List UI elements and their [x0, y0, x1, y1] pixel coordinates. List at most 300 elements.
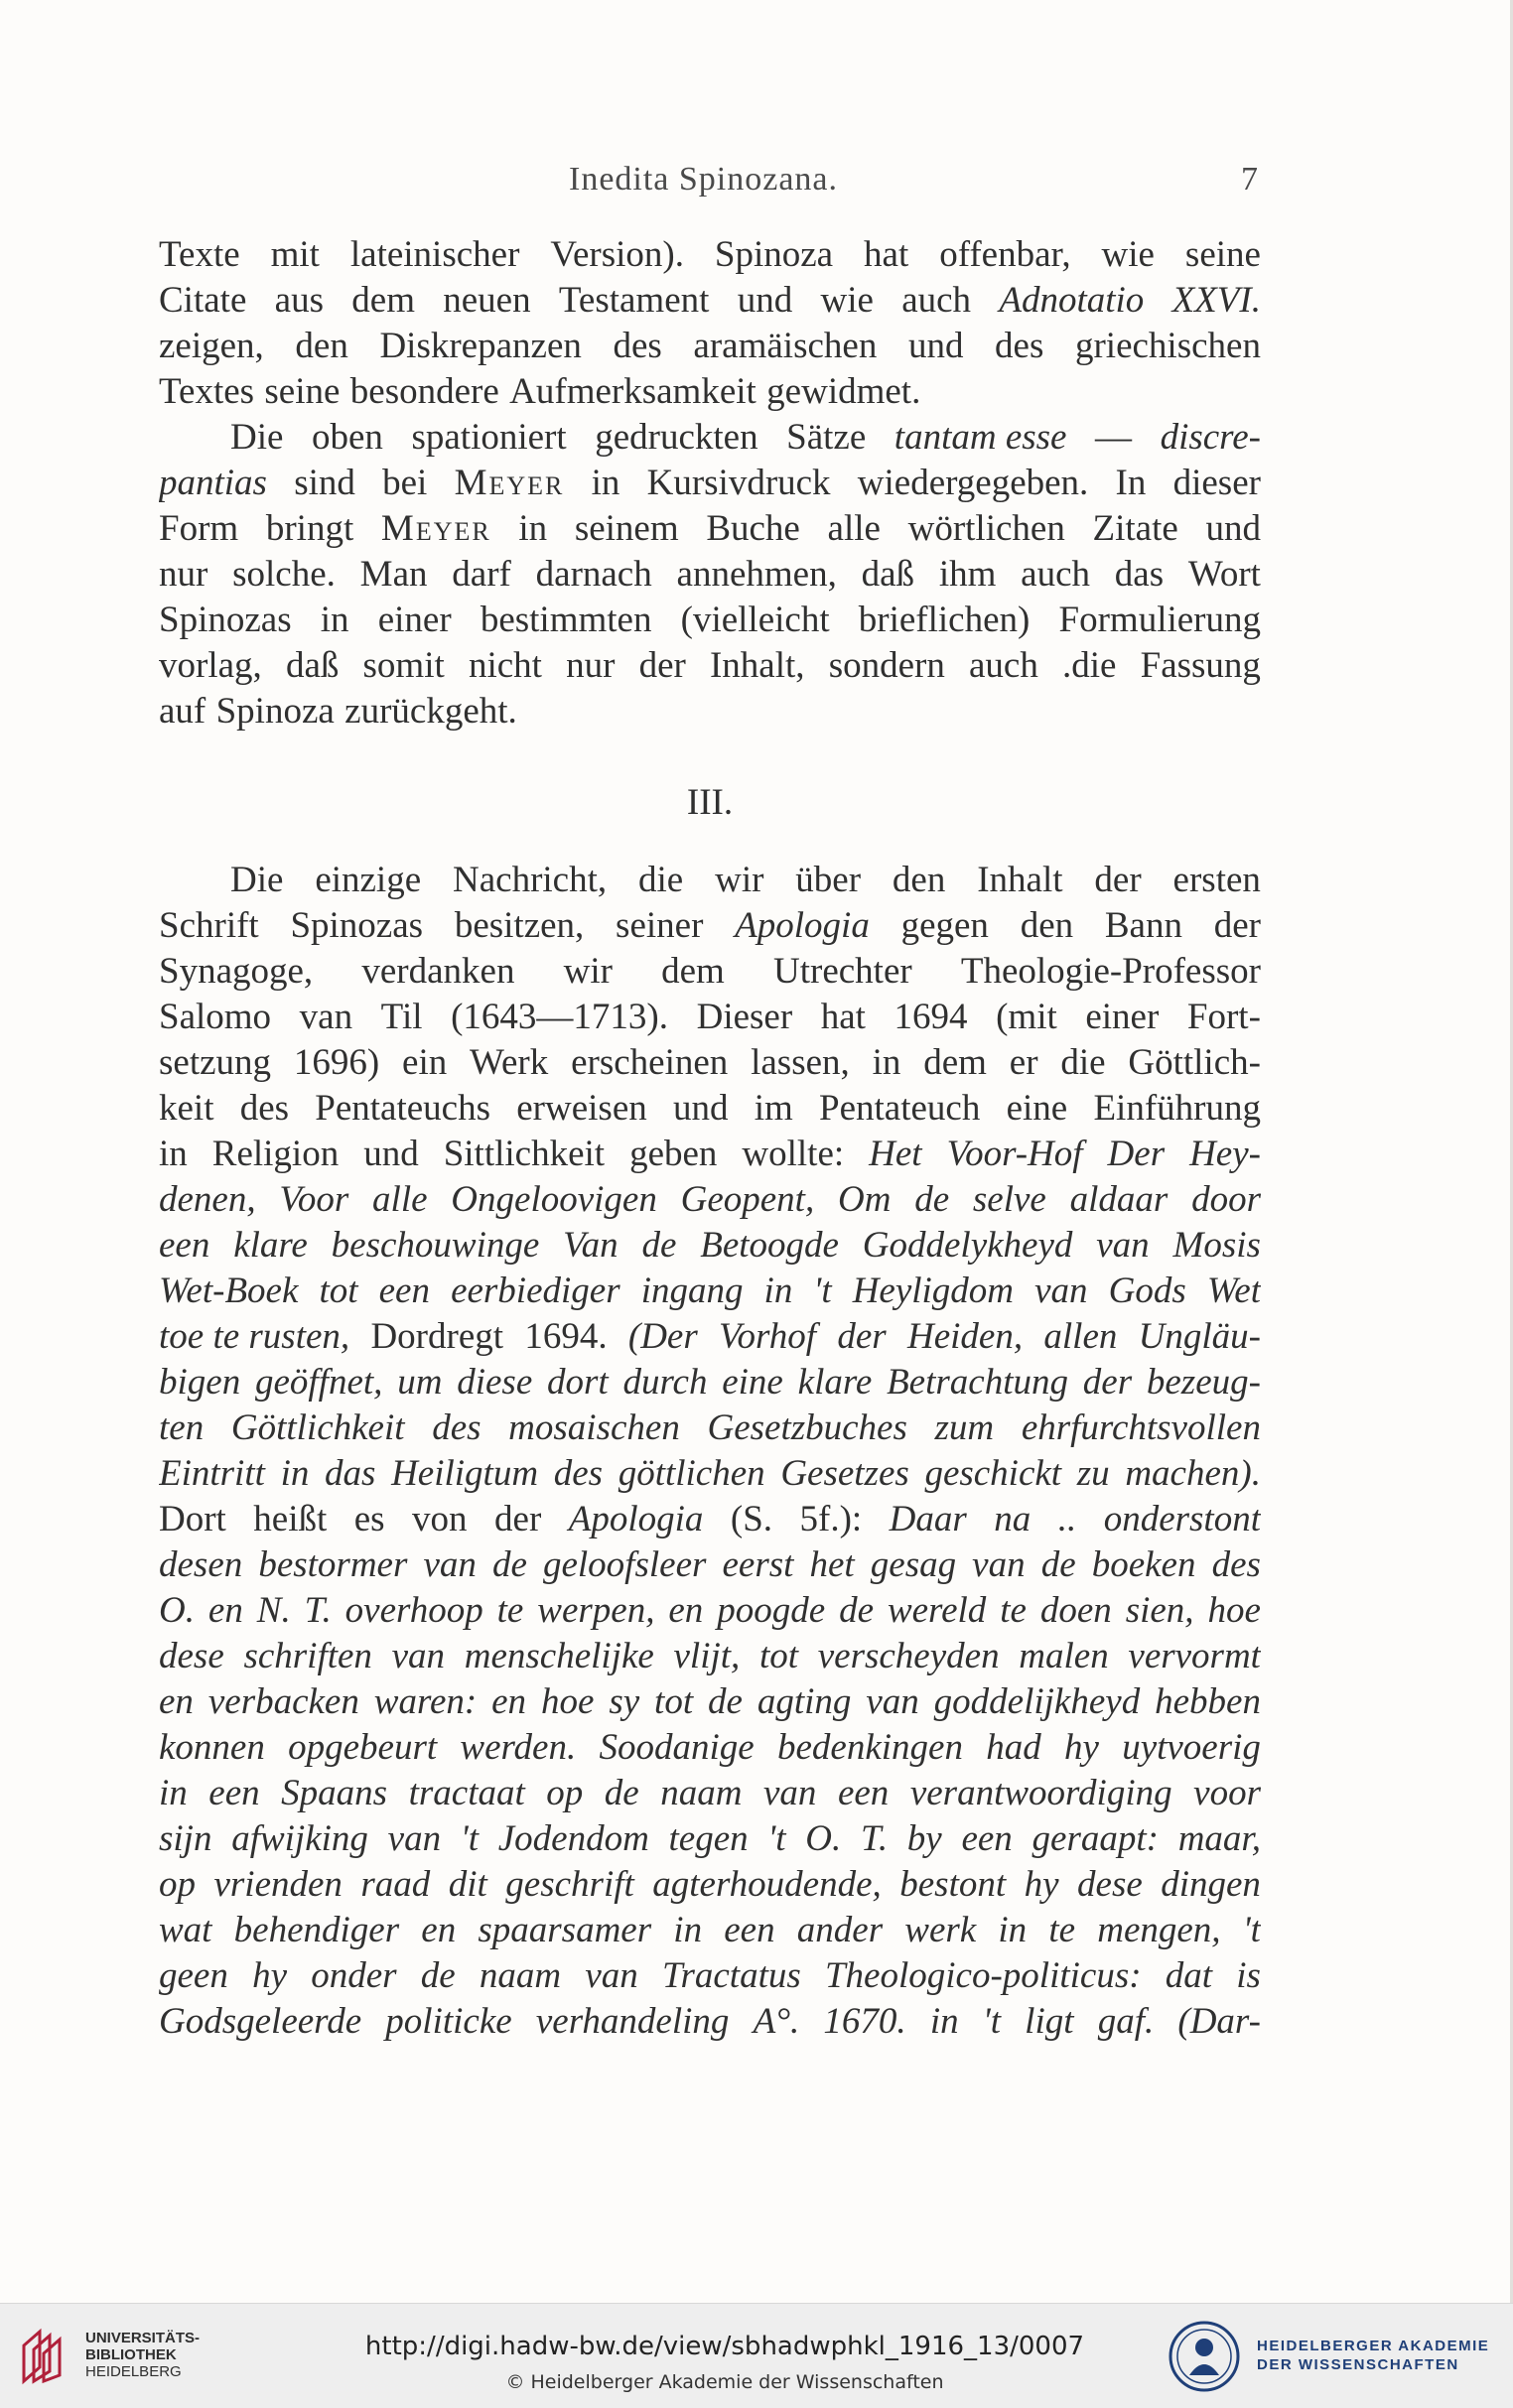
- word: der: [837, 1316, 887, 1357]
- library-name-line: BIBLIOTHEK: [85, 2346, 177, 2363]
- word: die: [638, 860, 684, 900]
- academy-name-line: HEIDELBERGER AKADEMIE: [1257, 2338, 1490, 2354]
- word: T.: [860, 1818, 889, 1859]
- word: te: [496, 1590, 524, 1631]
- word: bringt: [265, 508, 354, 549]
- word: A°.: [753, 2001, 800, 2042]
- word: XXVI.: [1171, 280, 1261, 321]
- text-line: [159, 1086, 1261, 1132]
- word: bigen: [159, 1362, 241, 1403]
- word: lateinischer: [349, 234, 520, 275]
- word: gegen: [900, 905, 989, 946]
- word: (Dar-: [1177, 2001, 1261, 2042]
- word: bestont: [899, 1864, 1007, 1905]
- word: eine: [1006, 1088, 1068, 1129]
- word: tot: [654, 1681, 694, 1722]
- word: Heiligtum: [391, 1453, 539, 1494]
- word: Daar: [889, 1499, 967, 1539]
- word: Inhalt: [977, 860, 1063, 900]
- word: Vorhof: [719, 1316, 817, 1357]
- word: Fassung: [1140, 645, 1261, 686]
- word: in: [591, 463, 620, 503]
- text-line: [159, 1405, 1261, 1451]
- word: desen: [159, 1544, 243, 1585]
- word: gewidmet.: [766, 371, 921, 412]
- word: dieser: [1172, 463, 1261, 503]
- academy-seal-icon: [1168, 2320, 1241, 2393]
- word: malen: [1019, 1636, 1109, 1676]
- word: ander: [796, 1910, 884, 1950]
- word: und: [737, 280, 793, 321]
- text-line: [159, 1360, 1261, 1405]
- word: onderstont: [1103, 1499, 1261, 1539]
- word: van: [866, 1681, 919, 1722]
- word: klare: [233, 1225, 308, 1266]
- word: griechischen: [1074, 326, 1261, 366]
- word: Goddelykheyd: [862, 1225, 1073, 1266]
- word: hy: [1024, 1864, 1059, 1905]
- text-line: [159, 1999, 1261, 2045]
- word: geraapt:: [1032, 1818, 1159, 1859]
- word: naam: [660, 1773, 743, 1813]
- word: Zitate: [1092, 508, 1178, 549]
- word: een: [208, 1773, 260, 1813]
- word: neuen: [443, 280, 531, 321]
- word: sy: [609, 1681, 640, 1722]
- text-line: [159, 903, 1261, 949]
- word: aus: [274, 280, 324, 321]
- word: und: [907, 326, 964, 366]
- word: wie: [820, 280, 874, 321]
- word: verantwoordiging: [909, 1773, 1172, 1813]
- word: Fort-: [1186, 997, 1261, 1037]
- word: doen: [1039, 1590, 1112, 1631]
- word: hat: [864, 234, 909, 275]
- word: Synagoge,: [159, 951, 314, 992]
- word: afwijking: [231, 1818, 368, 1859]
- text-line: [159, 1177, 1261, 1223]
- word: selve: [972, 1179, 1046, 1220]
- word: der: [638, 645, 686, 686]
- word: gesag: [870, 1544, 957, 1585]
- word: daß: [285, 645, 340, 686]
- word: 1670.: [823, 2001, 906, 2042]
- word: diese: [457, 1362, 533, 1403]
- word: in: [159, 1773, 188, 1813]
- word: Kursivdruck: [646, 463, 831, 503]
- word: tot: [319, 1271, 358, 1311]
- word: 1696): [293, 1042, 380, 1083]
- word: wie: [1101, 234, 1155, 275]
- word: tantam esse: [894, 417, 1067, 458]
- text-line: [159, 689, 1261, 735]
- word: Bann: [1104, 905, 1182, 946]
- word: geschrift: [505, 1864, 634, 1905]
- running-title: Inedita Spinozana.: [569, 161, 839, 198]
- word: oben: [311, 417, 383, 458]
- word: göttlichen: [618, 1453, 765, 1494]
- word: een: [724, 1910, 775, 1950]
- word: und: [363, 1134, 419, 1174]
- word: spationiert: [411, 417, 567, 458]
- word: had: [986, 1727, 1041, 1768]
- word: besitzen,: [454, 905, 585, 946]
- word: verbacken: [207, 1681, 359, 1722]
- word: van: [423, 1544, 477, 1585]
- library-name-line: UNIVERSITÄTS-: [85, 2330, 201, 2346]
- word: een: [159, 1225, 210, 1266]
- word: politicke: [385, 2001, 512, 2042]
- word: in: [159, 1134, 188, 1174]
- word: zum: [934, 1407, 995, 1448]
- word: hy: [252, 1955, 287, 1996]
- word: en: [491, 1681, 527, 1722]
- word: Wet: [1206, 1271, 1261, 1311]
- word: nur: [566, 645, 616, 686]
- word: geben: [629, 1134, 718, 1174]
- word: bezeug-: [1146, 1362, 1261, 1403]
- word: keit: [159, 1088, 214, 1129]
- word: zurückgeht.: [344, 691, 517, 732]
- word: Hey-: [1189, 1134, 1261, 1174]
- word: bei: [382, 463, 428, 503]
- text-line: [159, 1862, 1261, 1908]
- word: Dordregt: [370, 1316, 504, 1357]
- word: .die: [1062, 645, 1117, 686]
- word: dort: [547, 1362, 609, 1403]
- word: behendiger: [233, 1910, 400, 1950]
- word: gedruckten: [595, 417, 758, 458]
- text-line: [159, 1542, 1261, 1588]
- text-line: [159, 995, 1261, 1040]
- word: een: [837, 1773, 890, 1813]
- word: werpen,: [537, 1590, 655, 1631]
- word: te: [1000, 1590, 1027, 1631]
- word: Religion: [211, 1134, 340, 1174]
- text-line: [159, 949, 1261, 995]
- word: werden.: [460, 1727, 577, 1768]
- word: sien,: [1125, 1590, 1194, 1631]
- word: Sätze: [786, 417, 867, 458]
- word: te: [1048, 1910, 1076, 1950]
- section-number: III.: [686, 782, 734, 823]
- word: mit: [270, 234, 320, 275]
- word: wat: [159, 1910, 212, 1950]
- text-line: [159, 324, 1261, 369]
- word: menschelijke: [464, 1636, 654, 1676]
- word: agterhoudende,: [652, 1864, 882, 1905]
- text-line: [159, 232, 1261, 278]
- word: maar,: [1177, 1818, 1261, 1859]
- text-line: [159, 415, 1261, 461]
- word: tegen: [668, 1818, 749, 1859]
- word: Soodanige: [599, 1727, 755, 1768]
- word: Theologie-Professor: [960, 951, 1261, 992]
- word: geschickt: [924, 1453, 1062, 1494]
- word: sijn: [159, 1818, 212, 1859]
- text-line: [159, 1132, 1261, 1177]
- word: de: [641, 1225, 677, 1266]
- word: wörtlichen: [907, 508, 1065, 549]
- word: Gods: [1108, 1271, 1186, 1311]
- word: de: [708, 1681, 743, 1722]
- word: werk: [904, 1910, 977, 1950]
- word: Inhalt,: [709, 645, 805, 686]
- word: 't: [982, 2001, 1001, 2042]
- word: Voor: [279, 1179, 349, 1220]
- word: Geopent,: [680, 1179, 815, 1220]
- word: poogde: [717, 1590, 826, 1631]
- word: Diskrepanzen: [379, 326, 582, 366]
- word: um: [397, 1362, 443, 1403]
- word: T.: [304, 1590, 332, 1631]
- word: Buche: [706, 508, 800, 549]
- word: van: [763, 1773, 817, 1813]
- word: Voor-Hof: [946, 1134, 1083, 1174]
- word: der: [1094, 860, 1142, 900]
- word: Göttlichkeit: [230, 1407, 405, 1448]
- word: besondere: [349, 371, 499, 412]
- word: O.: [805, 1818, 842, 1859]
- word: de: [491, 1544, 527, 1585]
- word: denen,: [159, 1179, 256, 1220]
- word: der: [1082, 1362, 1133, 1403]
- word: In: [1115, 463, 1147, 503]
- page-number: 7: [1241, 161, 1258, 198]
- word: (1643—1713).: [451, 997, 669, 1037]
- word: is: [1236, 1955, 1261, 1996]
- word: Apologia: [568, 1499, 704, 1539]
- word: lassen,: [751, 1042, 850, 1083]
- word: zu: [1076, 1453, 1110, 1494]
- text-line: [159, 1040, 1261, 1086]
- word: Gesetzes: [780, 1453, 909, 1494]
- word: eerbiediger: [451, 1271, 620, 1311]
- author-name: Meyer: [454, 463, 565, 503]
- word: von: [412, 1499, 468, 1539]
- word: Nachricht,: [453, 860, 608, 900]
- word: 't: [1242, 1910, 1261, 1950]
- word: Spinoza: [215, 691, 335, 732]
- word: na: [994, 1499, 1032, 1539]
- word: 't: [767, 1818, 786, 1859]
- word: heißt: [253, 1499, 328, 1539]
- text-line: [159, 858, 1261, 903]
- word: Om: [837, 1179, 892, 1220]
- word: Godsgeleerde: [159, 2001, 362, 2042]
- word: darnach: [535, 554, 652, 595]
- word: dem: [351, 280, 415, 321]
- word: —: [1095, 417, 1133, 458]
- word: Göttlich-: [1128, 1042, 1261, 1083]
- word: seine: [1184, 234, 1261, 275]
- text-line: [159, 1725, 1261, 1771]
- word: Tractatus: [661, 1955, 801, 1996]
- word: Til: [380, 997, 423, 1037]
- word: en: [207, 1590, 243, 1631]
- word: Einführung: [1093, 1088, 1261, 1129]
- word: nur: [159, 554, 208, 595]
- word: van: [1034, 1271, 1088, 1311]
- word: bedenkingen: [776, 1727, 963, 1768]
- word: Betrachtung: [887, 1362, 1068, 1403]
- word: und: [1205, 508, 1261, 549]
- permalink-url[interactable]: http://digi.hadw-bw.de/view/sbhadwphkl_1916_13/0007: [364, 2332, 1085, 2361]
- word: in: [872, 1042, 901, 1083]
- word: sondern: [828, 645, 945, 686]
- word: hoe: [540, 1681, 595, 1722]
- word: nicht: [468, 645, 542, 686]
- text-line: [159, 1269, 1261, 1314]
- text-line: [159, 1953, 1261, 1999]
- word: solche.: [232, 554, 336, 595]
- word: pantias: [159, 463, 267, 503]
- word: daß: [861, 554, 915, 595]
- library-name-line: HEIDELBERG: [85, 2363, 182, 2380]
- academy-name: [1257, 2337, 1489, 2374]
- word: er: [1009, 1042, 1038, 1083]
- word: opgebeurt: [288, 1727, 438, 1768]
- word: des: [613, 326, 662, 366]
- word: das: [1114, 554, 1165, 595]
- word: Schrift: [159, 905, 259, 946]
- word: Dort: [159, 1499, 226, 1539]
- word: schriften: [243, 1636, 372, 1676]
- word: aldaar: [1069, 1179, 1169, 1220]
- word: Pentateuchs: [315, 1088, 491, 1129]
- word: Salomo: [159, 997, 272, 1037]
- word: by: [906, 1818, 942, 1859]
- word: Mosis: [1172, 1225, 1261, 1266]
- section-heading: [159, 780, 1261, 826]
- word: de: [839, 1590, 875, 1631]
- word: verhandeling: [535, 2001, 730, 2042]
- word: Testament: [558, 280, 710, 321]
- university-library-name: [85, 2330, 200, 2380]
- word: Wort: [1187, 554, 1261, 595]
- text-line: [159, 552, 1261, 598]
- word: seinem: [574, 508, 679, 549]
- word: dit: [448, 1864, 487, 1905]
- word: vorlag,: [159, 645, 262, 686]
- word: gaf.: [1097, 2001, 1155, 2042]
- word: hebben: [1155, 1681, 1261, 1722]
- text-line: [159, 1223, 1261, 1269]
- word: aramäischen: [693, 326, 878, 366]
- word: de: [1040, 1544, 1076, 1585]
- word: Textes: [159, 371, 255, 412]
- word: Heyligdom: [852, 1271, 1015, 1311]
- word: Betoogde: [700, 1225, 839, 1266]
- word: in: [280, 1453, 310, 1494]
- word: onder: [311, 1955, 397, 1996]
- word: geöffnet,: [254, 1362, 383, 1403]
- word: in: [320, 600, 349, 640]
- word: van: [585, 1955, 638, 1996]
- word: vlijt,: [673, 1636, 741, 1676]
- section-spacer: [159, 826, 1261, 858]
- word: en: [159, 1681, 194, 1722]
- word: den: [892, 860, 946, 900]
- word: Form: [159, 508, 239, 549]
- word: mosaischen: [508, 1407, 680, 1448]
- word: Texte: [159, 234, 240, 275]
- word: van: [299, 997, 353, 1037]
- copyright-notice: © Heidelberger Akademie der Wissenschaften: [505, 2371, 944, 2393]
- word: ihm: [938, 554, 997, 595]
- word: annehmen,: [676, 554, 837, 595]
- word: goddelijkheyd: [933, 1681, 1141, 1722]
- text-line: [159, 1816, 1261, 1862]
- word: einer: [1085, 997, 1160, 1037]
- word: in: [518, 508, 548, 549]
- word: Ongeloovigen: [451, 1179, 657, 1220]
- word: Citate: [159, 280, 247, 321]
- word: auch: [901, 280, 972, 321]
- word: geen: [159, 1955, 228, 1996]
- text-line: [159, 1451, 1261, 1497]
- word: einer: [377, 600, 452, 640]
- word: en: [668, 1590, 704, 1631]
- word: de: [420, 1955, 456, 1996]
- word: in: [763, 1271, 793, 1311]
- author-name: Meyer: [380, 508, 491, 549]
- word: de: [604, 1773, 639, 1813]
- word: klare: [797, 1362, 873, 1403]
- word: ligt: [1025, 2001, 1074, 2042]
- word: van: [972, 1544, 1026, 1585]
- text-line: [159, 1497, 1261, 1542]
- word: eine: [722, 1362, 783, 1403]
- word: und: [672, 1088, 729, 1129]
- word: dingen: [1161, 1864, 1261, 1905]
- word: es: [353, 1499, 385, 1539]
- word: mengen,: [1097, 1910, 1221, 1950]
- word: beschouwinge: [331, 1225, 540, 1266]
- word: naam: [479, 1955, 562, 1996]
- word: op: [546, 1773, 584, 1813]
- word: offenbar,: [939, 234, 1071, 275]
- word: Apologia: [735, 905, 870, 946]
- word: wir: [563, 951, 613, 992]
- word: des: [995, 326, 1044, 366]
- word: in: [929, 2001, 959, 2042]
- word: der: [494, 1499, 542, 1539]
- word: im: [754, 1088, 793, 1129]
- word: Utrechter: [773, 951, 912, 992]
- word: einzige: [315, 860, 422, 900]
- word: zeigen,: [159, 326, 264, 366]
- word: erscheinen: [571, 1042, 729, 1083]
- word: Gesetzbuches: [707, 1407, 907, 1448]
- word: en: [421, 1910, 457, 1950]
- word: auf: [159, 691, 206, 732]
- word: Die: [230, 417, 284, 458]
- word: Dieser: [696, 997, 793, 1037]
- word: Man: [359, 554, 428, 595]
- word: ten: [159, 1407, 205, 1448]
- word: Der: [1107, 1134, 1166, 1174]
- word: O.: [159, 1590, 195, 1631]
- word: seiner: [616, 905, 704, 946]
- viewer-footer: [0, 2303, 1513, 2408]
- word: overhoop: [344, 1590, 483, 1631]
- word: Spinozas: [159, 600, 292, 640]
- word: (S.: [730, 1499, 773, 1539]
- word: boeken: [1091, 1544, 1196, 1585]
- word: Spinoza: [714, 234, 834, 275]
- word: ingang: [640, 1271, 744, 1311]
